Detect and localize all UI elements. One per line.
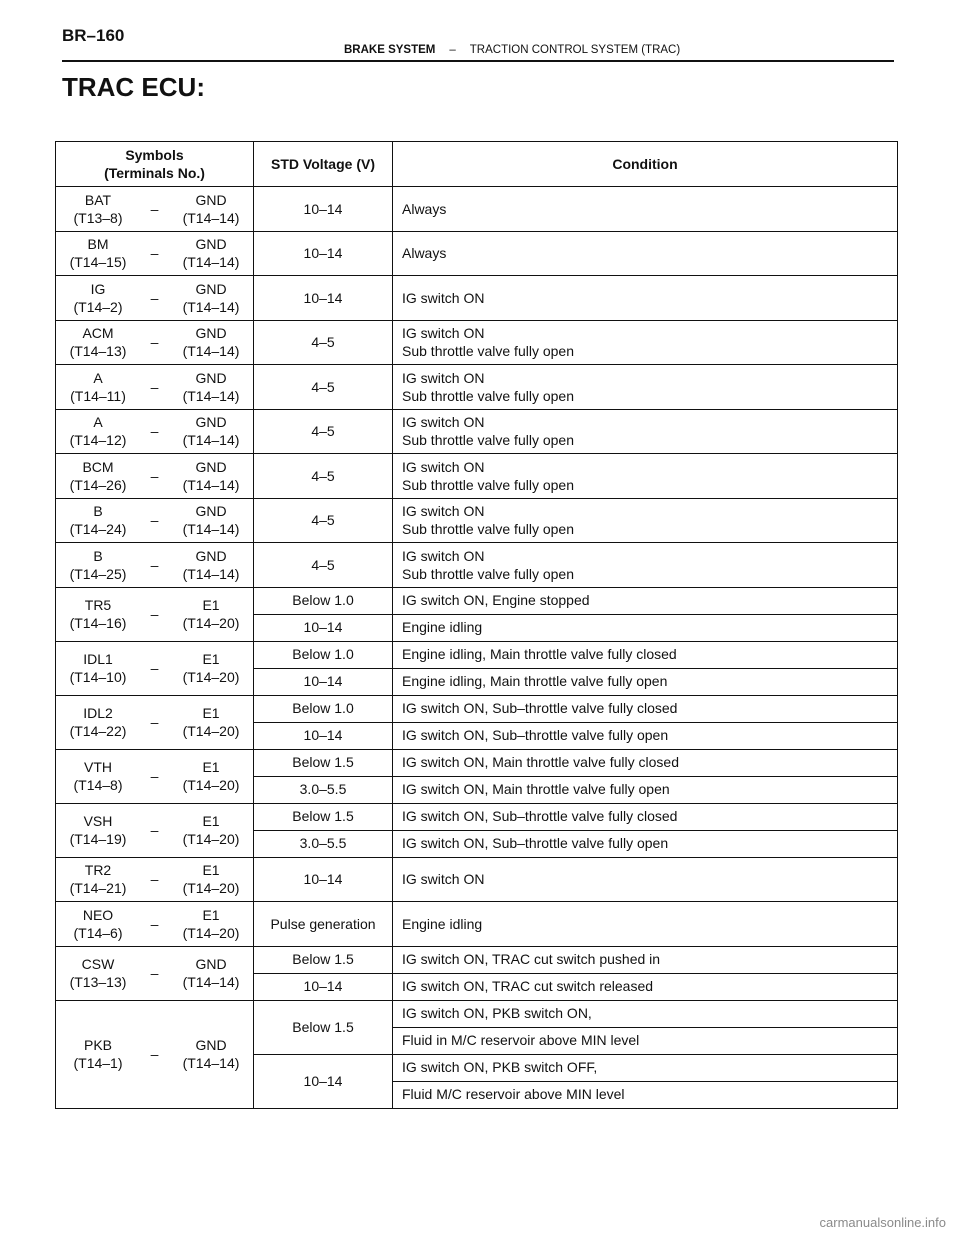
terminal-number: (T14–2) xyxy=(73,298,123,315)
terminal-number: (T14–20) xyxy=(182,615,240,631)
symbols-cell xyxy=(56,187,254,232)
terminal-to xyxy=(173,413,249,449)
header-rule xyxy=(62,60,894,62)
terminal-pair xyxy=(60,547,249,583)
terminal-dash: – xyxy=(150,605,159,622)
condition-cell: IG switch ON Sub throttle valve fully open xyxy=(393,365,898,410)
terminal-symbol: GND xyxy=(195,414,227,431)
terminal-symbol: GND xyxy=(195,369,227,386)
condition-cell: IG switch ON Sub throttle valve fully open xyxy=(393,498,898,543)
condition-cell: IG switch ON Sub throttle valve fully open xyxy=(393,320,898,365)
terminal-symbol: VTH xyxy=(84,758,112,775)
voltage-cell: Below 1.0 xyxy=(254,587,393,614)
voltage-cell: 10–14 xyxy=(254,668,393,695)
terminal-to xyxy=(173,650,249,686)
terminal-from xyxy=(60,906,136,942)
terminal-dash: – xyxy=(150,821,159,838)
terminal-pair xyxy=(60,502,249,538)
terminal-from xyxy=(60,458,136,494)
condition-cell: IG switch ON Sub throttle valve fully open xyxy=(393,454,898,499)
symbols-cell xyxy=(56,803,254,857)
terminal-to xyxy=(173,758,249,794)
voltage-cell: 4–5 xyxy=(254,365,393,410)
terminal-number: (T14–10) xyxy=(69,669,127,685)
symbols-cell xyxy=(56,498,254,543)
terminal-number: (T14–26) xyxy=(69,476,127,493)
voltage-cell: Pulse generation xyxy=(254,902,393,947)
condition-cell: IG switch ON, Engine stopped xyxy=(393,587,898,614)
terminal-number: (T14–1) xyxy=(73,1055,123,1071)
table-header-row xyxy=(56,142,898,187)
terminal-number: (T14–22) xyxy=(69,723,127,739)
terminal-number: (T14–12) xyxy=(69,432,127,449)
terminal-dash: – xyxy=(150,378,159,395)
condition-cell: IG switch ON, TRAC cut switch pushed in xyxy=(393,946,898,973)
voltage-cell: 4–5 xyxy=(254,454,393,499)
terminal-pair xyxy=(60,280,249,316)
terminal-dash: – xyxy=(150,964,159,981)
terminal-number: (T14–14) xyxy=(182,343,240,360)
terminal-symbol: E1 xyxy=(202,906,220,923)
table-row xyxy=(56,641,898,668)
voltage-cell: 10–14 xyxy=(254,1054,393,1108)
section-title: BRAKE SYSTEM xyxy=(344,44,436,56)
terminal-dash: – xyxy=(150,289,159,306)
terminal-number: (T14–24) xyxy=(69,521,127,538)
symbols-cell xyxy=(56,276,254,321)
table-row xyxy=(56,276,898,321)
page-title: TRAC ECU: xyxy=(62,72,205,102)
terminal-number: (T14–19) xyxy=(69,831,127,847)
table-row xyxy=(56,587,898,614)
terminal-dash: – xyxy=(150,423,159,440)
table-row xyxy=(56,946,898,973)
terminal-dash: – xyxy=(150,512,159,529)
voltage-cell: 4–5 xyxy=(254,409,393,454)
terminal-symbol: BAT xyxy=(84,191,112,208)
terminal-symbol: BM xyxy=(87,236,109,253)
terminal-number: (T14–20) xyxy=(182,880,240,897)
symbols-cell xyxy=(56,231,254,276)
symbols-cell xyxy=(56,749,254,803)
terminal-symbol: A xyxy=(93,414,103,431)
table-row xyxy=(56,231,898,276)
terminal-number: (T14–20) xyxy=(182,924,240,941)
terminal-symbol: E1 xyxy=(202,650,220,667)
terminal-dash: – xyxy=(150,767,159,784)
table-row xyxy=(56,543,898,588)
terminal-number: (T14–11) xyxy=(70,387,126,404)
terminal-symbol: E1 xyxy=(202,596,220,613)
terminal-number: (T14–13) xyxy=(69,343,127,360)
terminal-number: (T14–8) xyxy=(73,777,123,793)
subsection-title: TRACTION CONTROL SYSTEM (TRAC) xyxy=(469,44,681,56)
terminal-symbol: IDL2 xyxy=(83,704,113,721)
terminal-pair xyxy=(60,758,249,794)
terminal-symbol: A xyxy=(93,369,103,386)
terminal-to xyxy=(173,812,249,848)
terminal-from xyxy=(60,758,136,794)
terminal-symbol: ACM xyxy=(82,325,114,342)
table-row xyxy=(56,1000,898,1027)
condition-cell: Fluid M/C reservoir above MIN level xyxy=(393,1081,898,1108)
condition-cell: IG switch ON, Main throttle valve fully closed xyxy=(393,749,898,776)
terminal-to xyxy=(173,1036,249,1072)
table-row xyxy=(56,857,898,902)
table-row xyxy=(56,365,898,410)
terminal-symbol: E1 xyxy=(202,812,220,829)
terminal-to xyxy=(173,596,249,632)
voltage-cell: Below 1.5 xyxy=(254,749,393,776)
terminal-symbol: VSH xyxy=(83,812,113,829)
terminal-from xyxy=(60,861,136,897)
terminal-symbol: GND xyxy=(195,955,227,972)
condition-cell: IG switch ON, Sub–throttle valve fully closed xyxy=(393,695,898,722)
condition-cell: Always xyxy=(393,231,898,276)
voltage-cell: 4–5 xyxy=(254,498,393,543)
table-row xyxy=(56,695,898,722)
terminal-dash: – xyxy=(150,1045,159,1062)
terminal-symbol: GND xyxy=(195,503,227,520)
terminal-symbol: TR2 xyxy=(84,862,112,879)
terminal-number: (T14–20) xyxy=(182,777,240,793)
terminal-pair xyxy=(60,861,249,897)
terminal-symbol: E1 xyxy=(202,704,220,721)
voltage-cell: 4–5 xyxy=(254,543,393,588)
column-header-voltage: STD Voltage (V) xyxy=(254,142,393,187)
terminal-number: (T14–14) xyxy=(182,298,240,315)
condition-cell: IG switch ON Sub throttle valve fully open xyxy=(393,409,898,454)
terminal-from xyxy=(60,324,136,360)
terminal-pair xyxy=(60,906,249,942)
terminal-pair xyxy=(60,955,249,991)
terminal-dash: – xyxy=(150,245,159,262)
terminal-pair xyxy=(60,650,249,686)
voltage-cell: Below 1.5 xyxy=(254,1000,393,1054)
symbols-cell xyxy=(56,1000,254,1108)
terminal-number: (T13–8) xyxy=(73,209,123,226)
page-number: BR–160 xyxy=(62,26,125,45)
terminal-from xyxy=(60,704,136,740)
terminal-symbol: GND xyxy=(195,236,227,253)
terminal-number: (T14–14) xyxy=(182,521,240,538)
terminal-dash: – xyxy=(150,915,159,932)
terminal-pair xyxy=(60,191,249,227)
table-row xyxy=(56,409,898,454)
terminal-to xyxy=(173,280,249,316)
column-header-symbols: Symbols (Terminals No.) xyxy=(56,142,254,187)
terminal-to xyxy=(173,955,249,991)
voltage-cell: 3.0–5.5 xyxy=(254,830,393,857)
condition-cell: Always xyxy=(393,187,898,232)
terminal-from xyxy=(60,502,136,538)
terminal-symbol: GND xyxy=(195,280,227,297)
terminal-from xyxy=(60,955,136,991)
terminal-symbol: TR5 xyxy=(84,596,112,613)
terminal-pair xyxy=(60,704,249,740)
terminal-to xyxy=(173,502,249,538)
terminal-dash: – xyxy=(150,200,159,217)
terminal-from xyxy=(60,650,136,686)
voltage-cell: 10–14 xyxy=(254,231,393,276)
terminal-symbol: GND xyxy=(195,547,227,564)
terminal-symbol: GND xyxy=(195,191,227,208)
terminal-to xyxy=(173,861,249,897)
condition-cell: IG switch ON, Sub–throttle valve fully closed xyxy=(393,803,898,830)
symbols-cell xyxy=(56,409,254,454)
terminal-number: (T14–15) xyxy=(69,254,127,271)
watermark: carmanualsonline.info xyxy=(819,1215,946,1230)
terminal-from xyxy=(60,547,136,583)
condition-cell: Engine idling xyxy=(393,902,898,947)
header-separator: – xyxy=(449,44,456,56)
terminal-pair xyxy=(60,413,249,449)
terminal-to xyxy=(173,191,249,227)
table-row xyxy=(56,454,898,499)
terminal-pair xyxy=(60,458,249,494)
terminal-pair xyxy=(60,235,249,271)
symbols-cell xyxy=(56,946,254,1000)
table-row xyxy=(56,498,898,543)
symbols-cell xyxy=(56,320,254,365)
terminal-from xyxy=(60,191,136,227)
condition-cell: IG switch ON, PKB switch ON, xyxy=(393,1000,898,1027)
voltage-cell: 10–14 xyxy=(254,973,393,1000)
terminal-to xyxy=(173,369,249,405)
terminal-to xyxy=(173,906,249,942)
terminal-number: (T14–20) xyxy=(182,669,240,685)
terminal-symbol: E1 xyxy=(202,758,220,775)
terminal-number: (T14–14) xyxy=(182,432,240,449)
terminal-number: (T14–14) xyxy=(182,565,240,582)
terminal-dash: – xyxy=(150,659,159,676)
terminal-symbol: GND xyxy=(195,1036,227,1053)
terminal-dash: – xyxy=(150,556,159,573)
terminal-symbol: B xyxy=(93,547,103,564)
terminal-dash: – xyxy=(150,334,159,351)
terminal-number: (T14–14) xyxy=(182,1055,240,1071)
voltage-cell: Below 1.0 xyxy=(254,695,393,722)
symbols-cell xyxy=(56,365,254,410)
terminal-number: (T14–14) xyxy=(182,209,240,226)
terminal-dash: – xyxy=(150,713,159,730)
condition-cell: IG switch ON, Sub–throttle valve fully open xyxy=(393,830,898,857)
terminal-to xyxy=(173,235,249,271)
terminal-from xyxy=(60,596,136,632)
terminal-number: (T14–21) xyxy=(69,880,127,897)
symbols-cell xyxy=(56,902,254,947)
terminal-pair xyxy=(60,1036,249,1072)
terminal-number: (T14–6) xyxy=(73,924,123,941)
terminal-pair xyxy=(60,812,249,848)
terminal-symbol: PKB xyxy=(83,1036,112,1053)
terminal-from xyxy=(60,369,136,405)
terminal-symbol: BCM xyxy=(82,458,114,475)
symbols-cell xyxy=(56,695,254,749)
terminal-dash: – xyxy=(150,871,159,888)
terminal-to xyxy=(173,324,249,360)
condition-cell: Engine idling xyxy=(393,614,898,641)
terminal-symbol: E1 xyxy=(202,862,220,879)
terminal-pair xyxy=(60,324,249,360)
terminal-symbol: NEO xyxy=(82,906,114,923)
table-row xyxy=(56,902,898,947)
symbols-cell xyxy=(56,454,254,499)
column-header-condition: Condition xyxy=(393,142,898,187)
terminal-number: (T14–20) xyxy=(182,723,240,739)
symbols-cell xyxy=(56,587,254,641)
terminal-number: (T14–14) xyxy=(182,254,240,271)
terminal-pair xyxy=(60,596,249,632)
condition-cell: IG switch ON xyxy=(393,857,898,902)
terminal-from xyxy=(60,812,136,848)
voltage-cell: 10–14 xyxy=(254,614,393,641)
condition-cell: Fluid in M/C reservoir above MIN level xyxy=(393,1027,898,1054)
terminal-to xyxy=(173,704,249,740)
terminal-number: (T14–14) xyxy=(182,974,240,990)
table-row xyxy=(56,749,898,776)
condition-cell: IG switch ON, Sub–throttle valve fully open xyxy=(393,722,898,749)
terminal-from xyxy=(60,280,136,316)
terminal-number: (T13–13) xyxy=(69,974,127,990)
voltage-cell: Below 1.5 xyxy=(254,946,393,973)
condition-cell: IG switch ON Sub throttle valve fully open xyxy=(393,543,898,588)
symbols-cell xyxy=(56,857,254,902)
terminal-number: (T14–14) xyxy=(182,387,240,404)
terminal-from xyxy=(60,1036,136,1072)
symbols-cell xyxy=(56,543,254,588)
table-row xyxy=(56,320,898,365)
terminal-number: (T14–14) xyxy=(182,476,240,493)
voltage-cell: 10–14 xyxy=(254,276,393,321)
voltage-cell: 4–5 xyxy=(254,320,393,365)
terminal-from xyxy=(60,235,136,271)
ecu-voltage-table xyxy=(55,141,898,1109)
terminal-to xyxy=(173,458,249,494)
table-row xyxy=(56,803,898,830)
terminal-symbol: B xyxy=(93,503,103,520)
terminal-symbol: IG xyxy=(90,280,106,297)
terminal-number: (T14–20) xyxy=(182,831,240,847)
terminal-pair xyxy=(60,369,249,405)
running-header xyxy=(344,44,680,56)
voltage-cell: Below 1.5 xyxy=(254,803,393,830)
terminal-number: (T14–16) xyxy=(69,615,127,631)
terminal-symbol: IDL1 xyxy=(83,650,113,667)
terminal-dash: – xyxy=(150,467,159,484)
terminal-symbol: CSW xyxy=(81,955,115,972)
table-row xyxy=(56,187,898,232)
voltage-cell: 10–14 xyxy=(254,857,393,902)
condition-cell: Engine idling, Main throttle valve fully open xyxy=(393,668,898,695)
terminal-to xyxy=(173,547,249,583)
terminal-number: (T14–25) xyxy=(69,565,127,582)
terminal-symbol: GND xyxy=(195,458,227,475)
voltage-cell: 3.0–5.5 xyxy=(254,776,393,803)
voltage-cell: Below 1.0 xyxy=(254,641,393,668)
condition-cell: IG switch ON, PKB switch OFF, xyxy=(393,1054,898,1081)
condition-cell: IG switch ON, Main throttle valve fully open xyxy=(393,776,898,803)
terminal-from xyxy=(60,413,136,449)
symbols-cell xyxy=(56,641,254,695)
terminal-symbol: GND xyxy=(195,325,227,342)
condition-cell: IG switch ON xyxy=(393,276,898,321)
voltage-cell: 10–14 xyxy=(254,722,393,749)
condition-cell: Engine idling, Main throttle valve fully closed xyxy=(393,641,898,668)
voltage-cell: 10–14 xyxy=(254,187,393,232)
condition-cell: IG switch ON, TRAC cut switch released xyxy=(393,973,898,1000)
